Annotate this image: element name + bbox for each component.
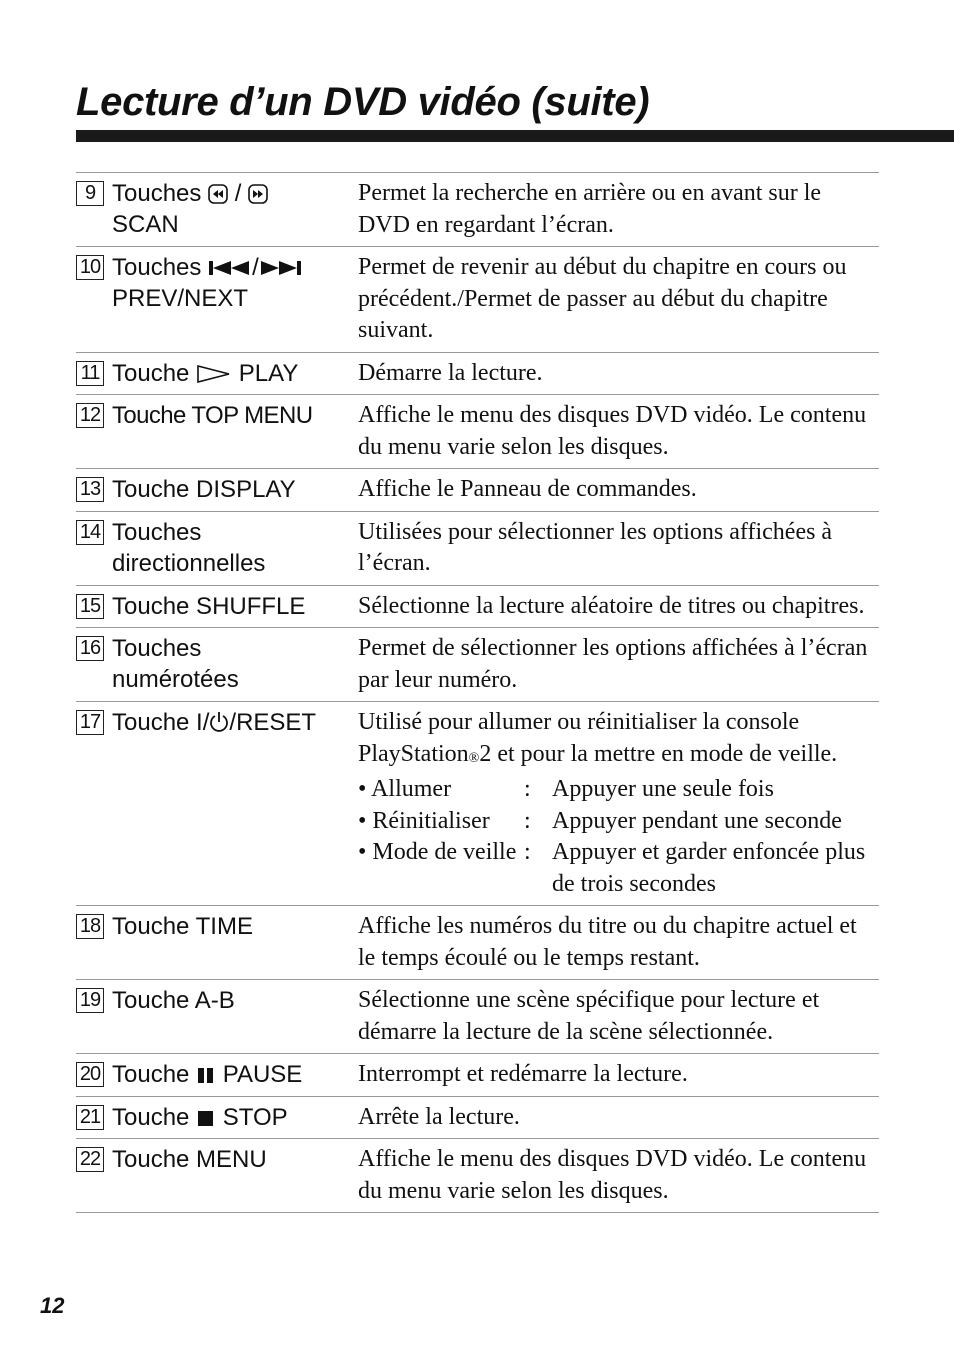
key-cell: [76, 400, 358, 463]
page-number: 12: [40, 1293, 65, 1318]
table-row: [76, 980, 879, 1054]
next-icon: [259, 258, 307, 278]
key-separator: /: [234, 180, 242, 207]
key-cell: [76, 1059, 358, 1091]
item-number: 17: [76, 710, 104, 735]
key-cell: [76, 1102, 358, 1134]
key-label: [112, 178, 358, 241]
key-label: Touche A-B: [112, 987, 235, 1014]
key-cell: [76, 985, 358, 1048]
bullet-colon: :: [524, 839, 531, 865]
key-separator: /: [252, 254, 259, 281]
description: Permet la recherche en arrière ou en avant sur le DVD en regardant l’écran.: [358, 180, 822, 238]
description: Sélectionne une scène spécifique pour lecture et démarre la lecture de la scène sélectionnée.: [358, 987, 820, 1045]
description: Affiche le menu des disques DVD vidéo. Le contenu du menu varie selon les disques.: [358, 402, 867, 460]
key-cell: [76, 252, 358, 347]
table-row: [76, 469, 879, 512]
pause-icon: [196, 1065, 216, 1085]
key-label-text: Touche: [112, 359, 190, 387]
key-label-text: PLAY: [238, 359, 299, 387]
title-rule: [76, 130, 954, 142]
table-row: [76, 247, 879, 353]
table-row: [76, 906, 879, 980]
item-number: 13: [76, 477, 104, 502]
item-number: 15: [76, 594, 104, 619]
scan-forward-icon: [248, 184, 268, 204]
description-text: [358, 707, 879, 774]
description: Affiche les numéros du titre ou du chapitre actuel et le temps écoulé ou le temps restant.: [358, 913, 857, 971]
bullet-item: [358, 774, 879, 806]
table-row: [76, 1097, 879, 1140]
item-number: 18: [76, 914, 104, 939]
bullet-label: • Mode de veille: [358, 839, 517, 865]
key-cell: [76, 358, 358, 390]
item-number: 19: [76, 988, 104, 1013]
key-label-text: SCAN: [112, 211, 179, 238]
button-description-table: [76, 172, 879, 1213]
key-label: [112, 707, 358, 900]
item-number: 20: [76, 1062, 104, 1087]
table-row: [76, 395, 879, 469]
item-number: 16: [76, 636, 104, 661]
key-cell: [76, 1144, 358, 1207]
key-label-text: Touche I/: [112, 709, 210, 736]
scan-back-icon: [208, 184, 228, 204]
bullet-value: Appuyer pendant une seconde: [552, 807, 842, 834]
description-part: Utilisé pour allumer ou réinitialiser la console PlayStation: [358, 709, 800, 767]
previous-icon: [208, 258, 252, 278]
key-label: Touche TOP MENU: [112, 402, 313, 429]
key-label: [112, 1102, 358, 1134]
item-number: 22: [76, 1147, 104, 1172]
key-label: Touches numérotées: [112, 635, 239, 693]
key-cell: [76, 178, 358, 241]
key-label: Touche SHUFFLE: [112, 592, 306, 620]
description: Sélectionne la lecture aléatoire de titres ou chapitres.: [358, 592, 865, 619]
description: Démarre la lecture.: [358, 359, 543, 386]
description: Interrompt et redémarre la lecture.: [358, 1061, 688, 1087]
bullet-item: [358, 837, 879, 900]
key-label-text: /RESET: [229, 709, 317, 736]
key-cell: [76, 707, 358, 900]
key-label-text: Touche: [112, 1061, 190, 1088]
registered-mark: ®: [468, 750, 480, 766]
description-part: 2 et pour la mettre en mode de veille.: [479, 740, 838, 767]
bullet-value: Appuyer une seule fois: [552, 776, 774, 802]
bullet-colon: :: [524, 807, 531, 834]
key-label-text: STOP: [222, 1103, 288, 1131]
table-row: [76, 702, 879, 906]
bullet-label: • Allumer: [358, 776, 452, 802]
item-number: 10: [76, 255, 104, 280]
play-icon: [196, 364, 232, 384]
description: Permet de sélectionner les options affichées à l’écran par leur numéro.: [358, 635, 868, 693]
key-cell: [76, 911, 358, 974]
table-row: [76, 1054, 879, 1097]
key-label: Touche DISPLAY: [112, 476, 296, 503]
key-label: Touche TIME: [112, 913, 253, 940]
key-label-text: Touches: [112, 254, 202, 281]
table-row: [76, 353, 879, 396]
key-label: Touche MENU: [112, 1146, 267, 1173]
key-label: [112, 252, 358, 347]
description: Utilisées pour sélectionner les options affichées à l’écran.: [358, 518, 833, 576]
bullet-item: [358, 806, 879, 838]
page-title: Lecture d’un DVD vidéo (suite): [76, 80, 650, 124]
key-cell: [76, 474, 358, 506]
key-label-text: PREV/NEXT: [112, 285, 249, 312]
table-row: [76, 628, 879, 702]
key-label-text: Touche: [112, 1103, 190, 1131]
key-cell: [76, 633, 358, 696]
key-cell: [76, 591, 358, 623]
bullet-value: Appuyer et garder enfoncée plus de trois secondes: [552, 839, 866, 897]
key-label-text: Touches: [112, 180, 202, 207]
item-number: 21: [76, 1105, 104, 1130]
description: Affiche le menu des disques DVD vidéo. Le contenu du menu varie selon les disques.: [358, 1146, 867, 1204]
key-label-text: PAUSE: [222, 1061, 303, 1088]
key-label: [112, 358, 358, 390]
table-row: [76, 512, 879, 586]
description: Permet de revenir au début du chapitre en cours ou précédent./Permet de passer au début du chapitre suivant.: [358, 254, 847, 343]
item-number: 9: [76, 181, 104, 206]
table-row: [76, 1139, 879, 1213]
description: [358, 707, 879, 900]
bullet-label: • Réinitialiser: [358, 807, 490, 834]
table-row: [76, 586, 879, 629]
item-number: 14: [76, 520, 104, 545]
bullet-colon: :: [524, 776, 531, 802]
power-icon: [209, 711, 229, 733]
key-cell: [76, 517, 358, 580]
description: Arrête la lecture.: [358, 1103, 520, 1130]
item-number: 12: [76, 403, 104, 428]
table-row: [76, 173, 879, 247]
stop-icon: [196, 1108, 216, 1128]
key-label: Touches directionnelles: [112, 518, 266, 577]
description: Affiche le Panneau de commandes.: [358, 476, 697, 502]
item-number: 11: [76, 361, 104, 386]
key-label: [112, 1059, 358, 1091]
